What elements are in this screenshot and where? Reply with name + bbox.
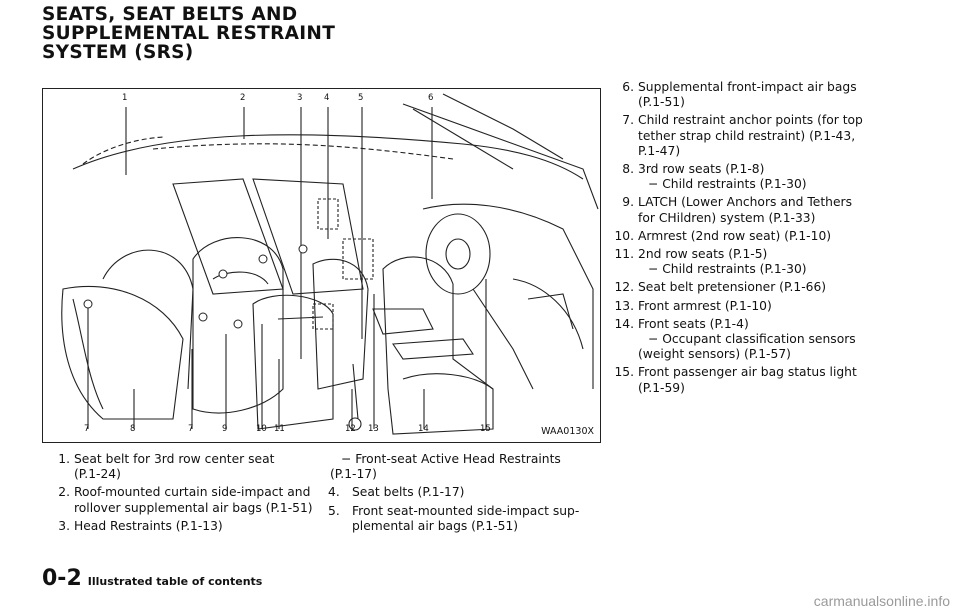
legend-text: P.1-47) — [638, 143, 681, 158]
callout-2: 2 — [240, 93, 246, 103]
legend-number: 1. — [58, 452, 70, 466]
legend-item-13 — [606, 299, 896, 314]
legend-text: 2nd row seats (P.1-5) — [638, 247, 768, 262]
legend-number: 13. — [614, 298, 634, 313]
legend-text: Front armrest (P.1-10) — [638, 298, 772, 313]
legend-item-11 — [606, 247, 896, 277]
legend-subtext: (weight sensors) (P.1-57) — [638, 347, 791, 362]
legend-item-8 — [606, 162, 896, 192]
title-line-1: SEATS, SEAT BELTS AND — [42, 4, 298, 25]
callout-3: 3 — [297, 93, 303, 103]
legend-text: Child restraint anchor points (for top — [638, 113, 863, 128]
legend-text: Armrest (2nd row seat) (P.1-10) — [638, 228, 832, 243]
callout-7b: 7 — [188, 424, 194, 434]
section-title — [42, 5, 335, 62]
legend-subtext: − Occupant classification sensors — [648, 332, 856, 347]
legend-number: 7. — [622, 113, 634, 128]
legend-text: Seat belts (P.1-17) — [352, 485, 465, 500]
legend-text: Seat belt for 3rd row center seat — [74, 452, 275, 466]
callout-6: 6 — [428, 93, 434, 103]
figure-code: WAA0130X — [541, 426, 594, 437]
callout-1: 1 — [122, 93, 128, 103]
legend-subtext: − Child restraints (P.1-30) — [648, 177, 807, 192]
legend-item-6 — [606, 80, 896, 110]
legend-item-14 — [606, 317, 896, 363]
legend-text: (P.1-51) — [638, 95, 685, 110]
legend-number: 11. — [614, 247, 634, 262]
legend-number: 4. — [328, 485, 340, 500]
legend-text: for CHildren) system (P.1-33) — [638, 210, 816, 225]
callout-5: 5 — [358, 93, 364, 103]
legend-continuation — [330, 452, 605, 482]
legend-subtext: − Child restraints (P.1-30) — [648, 262, 807, 277]
legend-column-3 — [606, 80, 896, 399]
callout-8: 8 — [130, 424, 136, 434]
legend-text: Front seats (P.1-4) — [638, 316, 749, 331]
legend-text: Front passenger air bag status light — [638, 365, 857, 380]
legend-text: (P.1-17) — [330, 467, 377, 482]
callout-11: 11 — [274, 424, 285, 434]
legend-number: 14. — [614, 316, 634, 331]
legend-text: tether strap child restraint) (P.1-43, — [638, 128, 856, 143]
legend-text: plemental air bags (P.1-51) — [352, 518, 519, 533]
title-line-2: SUPPLEMENTAL RESTRAINT — [42, 23, 336, 44]
legend-item-2 — [42, 485, 317, 515]
legend-column-1 — [42, 452, 317, 537]
legend-text: 3rd row seats (P.1-8) — [638, 162, 765, 177]
page-number: 0-2 — [42, 566, 82, 591]
legend-item-9 — [606, 195, 896, 225]
legend-number: 5. — [328, 503, 340, 518]
legend-text: Seat belt pretensioner (P.1-66) — [638, 280, 827, 295]
watermark: carmanualsonline.info — [813, 593, 950, 609]
legend-number: 8. — [622, 162, 634, 177]
callout-9: 9 — [222, 424, 228, 434]
callout-14: 14 — [418, 424, 429, 434]
legend-text: rollover supplemental air bags (P.1-51) — [74, 500, 313, 515]
legend-text: (P.1-59) — [638, 380, 685, 395]
legend-text: Supplemental front-impact air bags — [638, 80, 857, 94]
legend-item-1 — [42, 452, 317, 482]
legend-number: 12. — [614, 280, 634, 295]
legend-text: Front seat-mounted side-impact sup- — [352, 503, 580, 518]
legend-text: Roof-mounted curtain side-impact and — [74, 485, 311, 500]
callout-4: 4 — [324, 93, 330, 103]
legend-item-15 — [606, 365, 896, 395]
legend-number: 6. — [622, 80, 634, 94]
callout-12: 12 — [345, 424, 356, 434]
legend-number: 2. — [58, 485, 70, 500]
legend-item-7 — [606, 113, 896, 159]
callout-7a: 7 — [84, 424, 90, 434]
legend-text: Head Restraints (P.1-13) — [74, 518, 223, 533]
legend-item-12 — [606, 280, 896, 295]
interior-line-drawing — [43, 89, 600, 442]
page-footer — [42, 566, 262, 591]
callout-10: 10 — [256, 424, 267, 434]
legend-item-5 — [330, 504, 605, 534]
callout-13: 13 — [368, 424, 379, 434]
legend-number: 9. — [622, 195, 634, 210]
legend-number: 10. — [614, 228, 634, 243]
legend-number: 15. — [614, 365, 634, 380]
callout-15: 15 — [480, 424, 491, 434]
legend-text: − Front-seat Active Head Restraints — [341, 452, 561, 466]
legend-text: (P.1-24) — [74, 467, 121, 482]
title-line-3: SYSTEM (SRS) — [42, 42, 194, 63]
legend-text: LATCH (Lower Anchors and Tethers — [638, 195, 852, 210]
footer-section: Illustrated table of contents — [87, 575, 263, 588]
legend-number: 3. — [58, 518, 70, 533]
legend-item-10 — [606, 229, 896, 244]
legend-item-4 — [330, 485, 605, 500]
legend-item-3 — [42, 519, 317, 534]
legend-column-2 — [330, 452, 605, 537]
vehicle-interior-illustration — [42, 88, 601, 443]
